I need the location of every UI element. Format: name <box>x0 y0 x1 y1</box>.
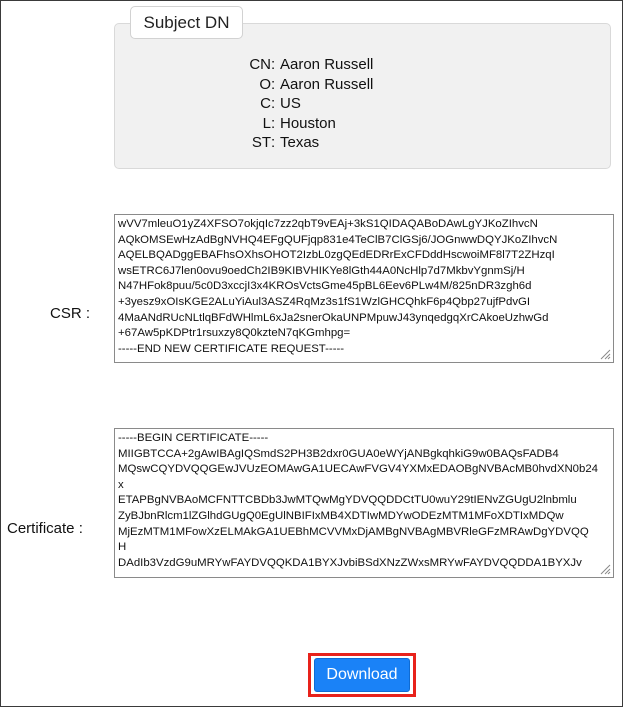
dn-value: US <box>280 95 301 112</box>
dn-row-c <box>200 94 500 114</box>
dn-row-l <box>200 114 500 134</box>
dn-key: ST <box>251 134 271 151</box>
csr-textarea[interactable] <box>114 214 614 363</box>
dn-row-st <box>200 133 500 153</box>
dn-separator: : <box>271 76 276 93</box>
dn-key: L <box>262 115 271 132</box>
certificate-text: -----BEGIN CERTIFICATE----- MIIGBTCCA+2gAwIBAgIQSmdS2PH3B2dxr0GUA0eWYjANBgkqhkiG9w0BAQsFADB4 MQswCQYDVQQGEwJVUzEOMAwGA1UECAwFVGV4YXMxEDAOBgNVBAcMB0hvdXN0b24 x ETAPBgNVBAoMCFNTTCBDb3JwMTQwMgYDVQQDDCtTU0wuY29tIENvZGUgU2lnbmlu ZyBJbnRlcm1lZGlhdGUgQ0EgUlNBIFIxMB4XDTIwMDYwODEzMTM1MFoXDTIxMDQw MjEzMTM1MFowXzELMAkGA1UEBhMCVVMxDjAMBgNVBAgMBVRleGFzMRAwDgYDVQQ H DAdIb3VzdG9uMRYwFAYDVQQKDA1BYXJvbiBSdXNzZWxsMRYwFAYDVQQDDA1BYXJv <box>118 432 599 569</box>
dn-separator: : <box>271 115 276 132</box>
dn-separator: : <box>271 95 276 112</box>
csr-text: wVV7mleuO1yZ4XFSO7okjqIc7zz2qbT9vEAj+3kS1QIDAQABoDAwLgYJKoZIhvcN AQkOMSEwHzAdBgNVHQ4EFgQUFjqp831e4TeClB7ClGSj6/JOGnwwDQYJKoZIhvcN AQELBQADggEBAFhsOXhsOHOT2IzbL0zgQEdEDRrExCFDddHscwoiMF8l7T2ZHzqI wsETRC6J7len0ovu9oedCh2IB9KIBVHIKYe8lGth44A0NcHlp7d7MkbvYgnmSj/H N47HFok8puu/5c0D3xccjI3x4KROsVctsGme45pBL6Eev6PLw4M/825nDR3zgh6d +3yesz9xOIsKGE2ALuYiAul3ASZ4RqMz3s1fS1WzlGHCQhkF6p4Qbp27ujfPdvGI 4MaANdRUcNLtlqBFdWHlmL6xJa2snerOkaUNPMpuwJ43ynqedgqXrCAkoeUzhwGd +67Aw5pKDPtr1rsuxzy8Q0kzteN7qKGmhpg= -----END NEW CERTIFICATE REQUEST----- <box>118 218 558 355</box>
certificate-label: Certificate : <box>7 520 83 537</box>
dn-separator: : <box>271 134 276 151</box>
dn-row-cn <box>200 55 500 75</box>
dn-key: C <box>260 95 271 112</box>
dn-value: Houston <box>280 115 336 132</box>
download-button[interactable]: Download <box>314 658 410 692</box>
csr-label: CSR : <box>50 305 91 322</box>
dn-key: O <box>259 76 271 93</box>
dn-separator: : <box>271 56 276 73</box>
certificate-textarea[interactable] <box>114 428 614 578</box>
resize-grip-icon[interactable] <box>599 563 611 575</box>
dn-value: Aaron Russell <box>280 56 374 73</box>
dn-row-o <box>200 75 500 95</box>
dn-value: Texas <box>280 134 320 151</box>
resize-grip-icon[interactable] <box>599 348 611 360</box>
dn-value: Aaron Russell <box>280 76 374 93</box>
subject-dn-legend: Subject DN <box>130 6 243 39</box>
dn-key: CN <box>249 56 271 73</box>
